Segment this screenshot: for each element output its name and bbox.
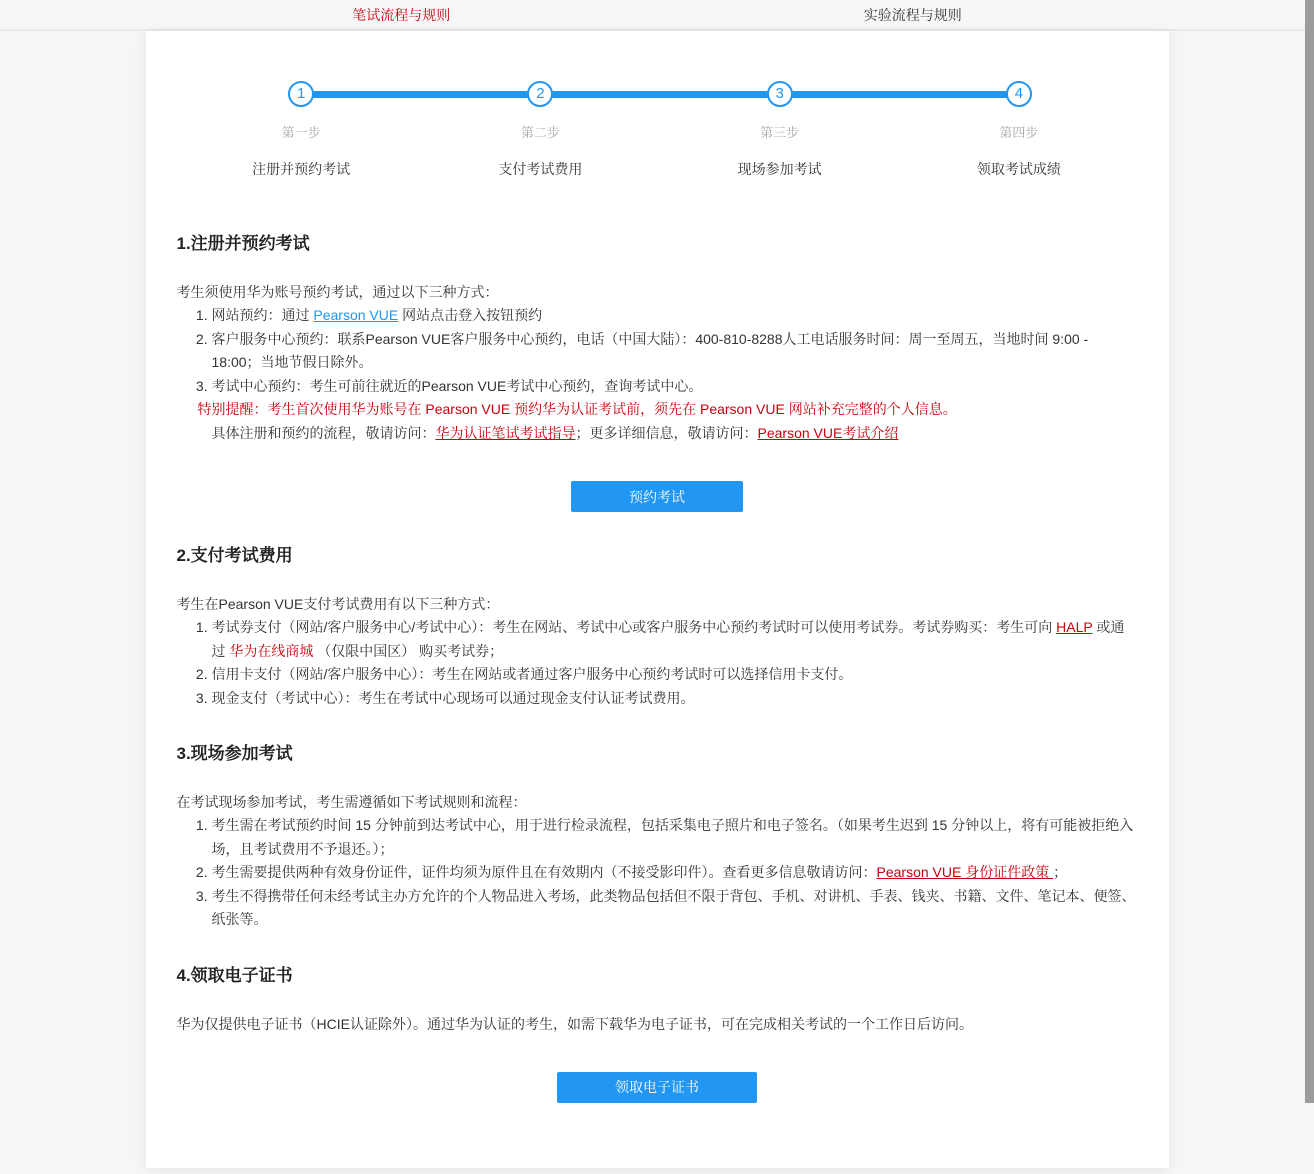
step-circle-2: 2 (527, 81, 553, 107)
list-item-text: 网站预约：通过 (212, 307, 314, 323)
section-1-list (177, 304, 1138, 398)
pearson-vue-exam-intro-link[interactable]: Pearson VUE考试介绍 (758, 425, 899, 441)
list-item: 3. 现金支付（考试中心）：考生在考试中心现场可以通过现金支付认证考试费用。 (212, 687, 1138, 711)
step-item-2 (421, 81, 660, 179)
step-item-4 (899, 81, 1138, 179)
list-item-text: 网站点击登入按钮预约 (398, 307, 542, 323)
halp-link[interactable]: HALP (1056, 619, 1092, 635)
step-item-1 (182, 81, 421, 179)
list-item (212, 616, 1138, 663)
list-item: 3. 考试中心预约：考生可前往就近的Pearson VUE考试中心预约，查询考试中心。 (212, 375, 1138, 399)
step-name-3: 现场参加考试 (660, 159, 899, 179)
list-item (212, 861, 1138, 885)
top-tab-bar (0, 0, 1314, 31)
section-1-heading: 1.注册并预约考试 (177, 229, 1138, 254)
list-item: 3. 考生不得携带任何未经考试主办方允许的个人物品进入考场，此类物品包括但不限于背包、手机、对讲机、手表、钱夹、书籍、文件、笔记本、便签、纸张等。 (212, 885, 1138, 932)
step-circle-3: 3 (767, 81, 793, 107)
step-item-3 (660, 81, 899, 179)
exam-process-content (146, 229, 1169, 1103)
section-4-intro: 华为仅提供电子证书（HCIE认证除外）。通过华为认证的考生，如需下载华为电子证书，可在完成相关考试的一个工作日后访问。 (177, 1013, 1138, 1036)
vertical-scrollbar[interactable] (1305, 0, 1314, 1103)
exam-steps-stepper (146, 31, 1169, 179)
list-item: 2. 客户服务中心预约：联系Pearson VUE客户服务中心预约，电话（中国大陆）：400-810-8288人工电话服务时间：周一至周五，当地时间 9:00 - 18:00；当地节假日除外。 (212, 328, 1138, 375)
section-2-list (177, 616, 1138, 710)
section-1-intro: 考生须使用华为账号预约考试，通过以下三种方式： (177, 281, 1138, 304)
exam-process-card (146, 31, 1169, 1168)
step-circle-1: 1 (288, 81, 314, 107)
special-reminder-note: 特别提醒：考生首次使用华为账号在 Pearson VUE 预约华为认证考试前，须先在 Pearson VUE 网站补充完整的个人信息。 (198, 398, 1138, 422)
pearson-vue-id-policy-link[interactable]: Pearson VUE 身份证件政策 (877, 864, 1054, 880)
section-2-intro: 考生在Pearson VUE支付考试费用有以下三种方式： (177, 593, 1138, 616)
step-name-2: 支付考试费用 (421, 159, 660, 179)
list-item: 2. 信用卡支付（网站/客户服务中心）：考生在网站或者通过客户服务中心预约考试时可以选择信用卡支付。 (212, 663, 1138, 687)
section-3-list (177, 814, 1138, 932)
written-exam-guide-link[interactable]: 华为认证笔试考试指导 (436, 425, 576, 441)
section-2-heading: 2.支付考试费用 (177, 541, 1138, 566)
get-ecertificate-button[interactable]: 领取电子证书 (557, 1072, 757, 1103)
more-info-line (212, 422, 1138, 446)
list-item: 1. 考生需在考试预约时间 15 分钟前到达考试中心，用于进行检录流程，包括采集电子照片和电子签名。（如果考生迟到 15 分钟以上，将有可能被拒绝入场，且考试费用不予退还。）； (212, 814, 1138, 861)
top-tab-bar-inner (146, 0, 1169, 29)
book-exam-button[interactable]: 预约考试 (571, 481, 743, 512)
section-3-intro: 在考试现场参加考试，考生需遵循如下考试规则和流程： (177, 791, 1138, 814)
more-info-text: 具体注册和预约的流程，敬请访问： (212, 425, 436, 441)
step-label-1: 第一步 (182, 122, 421, 141)
step-circle-4: 4 (1006, 81, 1032, 107)
list-item (212, 304, 1138, 328)
more-info-text: ；更多详细信息，敬请访问： (576, 425, 758, 441)
step-label-4: 第四步 (899, 122, 1138, 141)
step-name-1: 注册并预约考试 (182, 159, 421, 179)
list-item-text: 考试券支付（网站/客户服务中心/考试中心）：考生在网站、考试中心或客户服务中心预约考试时可以使用考试券。考试券购买：考生可向 (212, 619, 1057, 635)
step-label-2: 第二步 (421, 122, 660, 141)
tab-lab-exam[interactable]: 实验流程与规则 (657, 0, 1169, 29)
pearson-vue-link[interactable]: Pearson VUE (313, 307, 398, 323)
section-4-heading: 4.领取电子证书 (177, 961, 1138, 986)
step-label-3: 第三步 (660, 122, 899, 141)
list-item-text: （仅限中国区） 购买考试券； (313, 643, 503, 659)
tab-written-exam[interactable]: 笔试流程与规则 (146, 0, 658, 29)
list-item-text: 或通过 (212, 619, 1125, 659)
step-name-4: 领取考试成绩 (899, 159, 1138, 179)
section-3-heading: 3.现场参加考试 (177, 739, 1138, 764)
huawei-online-store-link[interactable]: 华为在线商城 (229, 643, 313, 659)
list-item-text: ； (1053, 864, 1067, 880)
list-item-text: 考生需要提供两种有效身份证件，证件均须为原件且在有效期内（不接受影印件）。查看更多信息敬请访问： (212, 864, 877, 880)
